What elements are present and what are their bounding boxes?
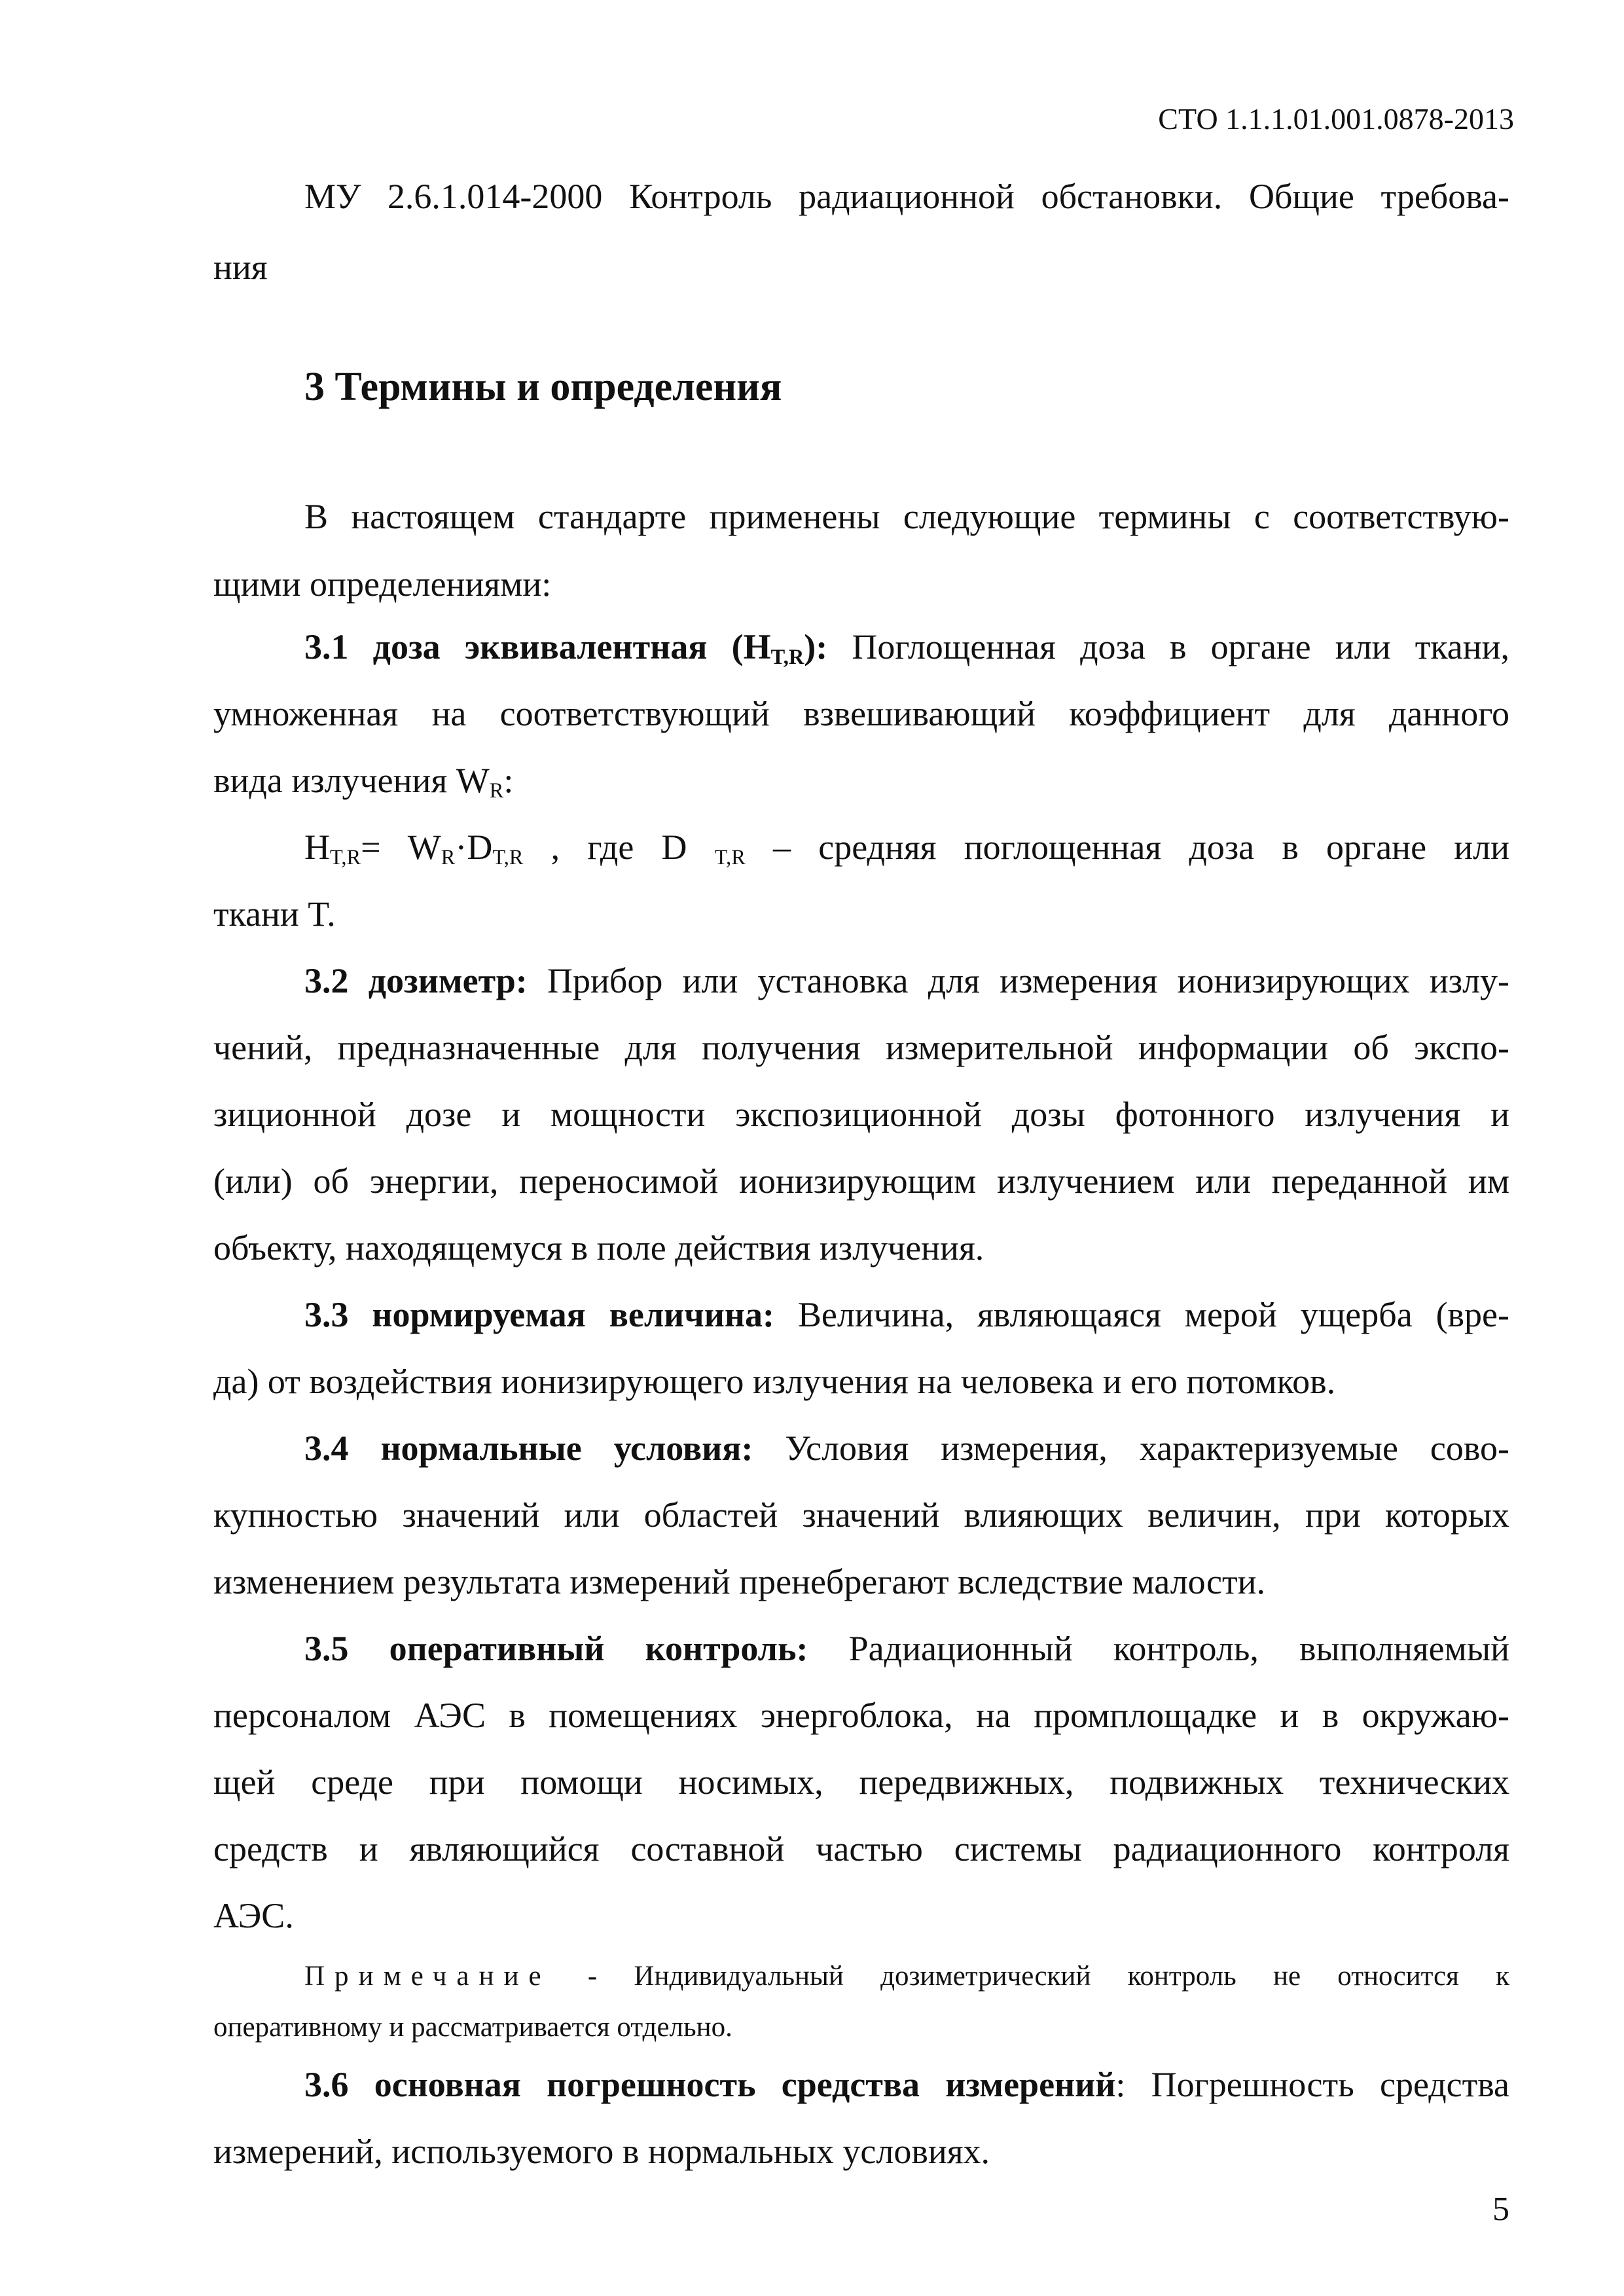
- term-3-5-line-4: средств и являющийся составной частью системы радиационного контроля: [213, 1829, 1509, 1868]
- note-label: Примечание: [304, 1961, 551, 1992]
- term-3-2-line-5: объекту, находящемуся в поле действия излучения.: [213, 1228, 984, 1267]
- term-3-1-line-1: 3.1 доза эквивалентная $(H_{T,R})$: Поглощенная доза в органе или ткани,: [304, 627, 1509, 670]
- term-3-5-line-1: 3.5 оперативный контроль: Радиационный контроль, выполняемый: [304, 1629, 1509, 1668]
- term-3-6-title: 3.6 основная погрешность средства измерений: [304, 2065, 1116, 2104]
- term-3-4-line-3: изменением результата измерений пренебрегают вследствие малости.: [213, 1562, 1265, 1601]
- term-3-3-line-1: 3.3 нормируемая величина: Величина, являющаяся мерой ущерба (вре-: [304, 1295, 1510, 1334]
- term-3-2-line-1: 3.2 дозиметр: Прибор или установка для измерения ионизирующих излу-: [304, 961, 1509, 1000]
- term-3-2-line-4: (или) об энергии, переносимой ионизирующим излучением или переданной им: [213, 1161, 1509, 1201]
- term-3-4-line-2: купностью значений или областей значений влияющих величин, при которых: [213, 1495, 1509, 1535]
- term-3-3-line-2: да) от воздействия ионизирующего излучения на человека и его потомков.: [213, 1362, 1336, 1401]
- term-3-2-title: 3.2 дозиметр:: [304, 961, 528, 1000]
- term-3-5-line-5: АЭС.: [213, 1896, 294, 1935]
- reference-line-1: МУ 2.6.1.014-2000 Контроль радиационной обстановки. Общие требова-: [304, 177, 1509, 216]
- page-number: 5: [1492, 2191, 1509, 2228]
- term-3-1-formula: $H_{T,R}= W_R\cdot D_{T,R}$ , где D $_{T,R}$ – средняя поглощенная доза в органе или: [304, 828, 1509, 870]
- reference-line-2: ния: [213, 247, 268, 287]
- term-3-2-line-3: зиционной дозе и мощности экспозиционной дозы фотонного излучения и: [213, 1095, 1509, 1134]
- term-3-6-line-2: измерений, используемого в нормальных условиях.: [213, 2132, 990, 2171]
- intro-line-1: В настоящем стандарте применены следующие термины с соответствую-: [304, 497, 1509, 536]
- term-3-4-line-1: 3.4 нормальные условия: Условия измерения, характеризуемые сово-: [304, 1429, 1509, 1468]
- section-title: 3 Термины и определения: [304, 365, 782, 409]
- note-line-2: оперативному и рассматривается отдельно.: [213, 2012, 732, 2043]
- term-3-3-title: 3.3 нормируемая величина:: [304, 1295, 774, 1334]
- term-3-1-line-2: умноженная на соответствующий взвешивающий коэффициент для данного: [213, 694, 1509, 733]
- term-3-5-line-2: персоналом АЭС в помещениях энергоблока, на промплощадке и в окружаю-: [213, 1696, 1509, 1735]
- term-3-4-title: 3.4 нормальные условия:: [304, 1429, 753, 1468]
- term-3-1-line-3: вида излучения $W_R$:: [213, 761, 514, 803]
- term-3-6-line-1: 3.6 основная погрешность средства измерений: Погрешность средства: [304, 2065, 1509, 2104]
- term-3-5-title: 3.5 оперативный контроль:: [304, 1629, 808, 1668]
- term-3-1-line-5: ткани T.: [213, 894, 336, 934]
- document-code: СТО 1.1.1.01.001.0878-2013: [1158, 102, 1514, 136]
- term-3-2-line-2: чений, предназначенные для получения измерительной информации об экспо-: [213, 1028, 1509, 1067]
- term-3-1-title: 3.1 доза эквивалентная $(H_{T,R})$:: [304, 627, 828, 670]
- intro-line-2: щими определениями:: [213, 564, 552, 604]
- note-line-1: Примечание - Индивидуальный дозиметрический контроль не относится к: [304, 1961, 1509, 1992]
- term-3-5-line-3: щей среде при помощи носимых, передвижных, подвижных технических: [213, 1762, 1509, 1802]
